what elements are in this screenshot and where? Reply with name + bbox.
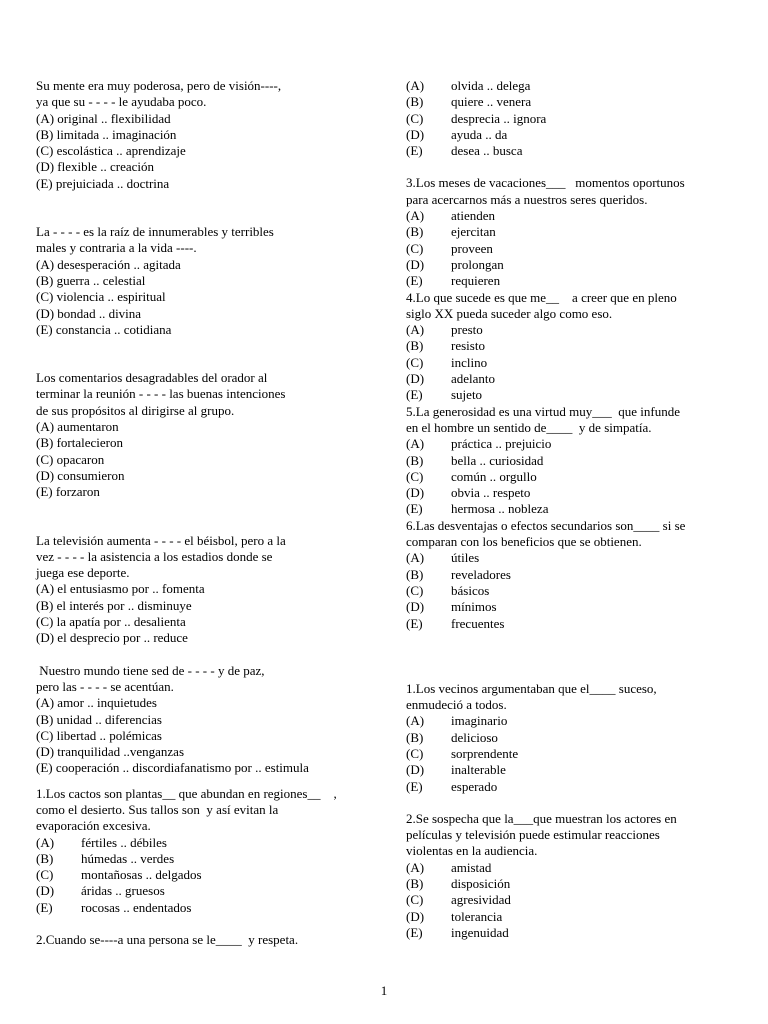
answer-option xyxy=(406,469,736,485)
answer-option xyxy=(406,599,736,615)
answer-option xyxy=(406,143,736,159)
question-line: (A) original .. flexibilidad xyxy=(36,110,171,126)
question-block xyxy=(406,175,736,289)
page-number: 1 xyxy=(380,983,388,998)
option-text: bella .. curiosidad xyxy=(451,452,544,468)
answer-option xyxy=(406,730,736,746)
option-letter: (C) xyxy=(406,745,424,761)
option-text: común .. orgullo xyxy=(451,468,537,484)
answer-option xyxy=(406,111,736,127)
option-letter: (B) xyxy=(406,729,424,745)
answer-option xyxy=(406,371,736,387)
question-line: Los comentarios desagradables del orador al xyxy=(36,370,268,386)
question-line: (C) violencia .. espiritual xyxy=(36,289,166,305)
option-text: sorprendente xyxy=(451,745,519,761)
question-block xyxy=(406,681,736,795)
question-line: películas y televisión puede estimular reacciones xyxy=(406,827,660,843)
option-text: montañosas .. delgados xyxy=(81,867,202,883)
option-text: útiles xyxy=(451,550,480,566)
answer-option xyxy=(406,127,736,143)
question-block xyxy=(406,518,736,632)
option-letter: (D) xyxy=(406,762,425,778)
question-line: (D) tranquilidad ..venganzas xyxy=(36,744,185,760)
question-line: siglo XX pueda suceder algo como eso. xyxy=(406,305,613,321)
question-line: (D) el desprecio por .. reduce xyxy=(36,630,188,646)
option-text: inalterable xyxy=(451,762,506,778)
question-block xyxy=(36,533,381,647)
option-letter: (A) xyxy=(36,834,55,850)
option-letter: (A) xyxy=(406,713,425,729)
answer-option xyxy=(406,273,736,289)
option-letter: (C) xyxy=(406,468,424,484)
question-line: (E) prejuiciada .. doctrina xyxy=(36,175,170,191)
option-text: inclino xyxy=(451,354,488,370)
question-line: (E) forzaron xyxy=(36,484,100,500)
question-block xyxy=(36,224,381,338)
question-line: 1.Los vecinos argumentaban que el____ suceso, xyxy=(406,680,657,696)
question-line: 5.La generosidad es una virtud muy___ que infunde xyxy=(406,403,681,419)
question-line: de sus propósitos al dirigirse al grupo. xyxy=(36,402,235,418)
option-text: agresividad xyxy=(451,892,511,908)
question-line: (B) guerra .. celestial xyxy=(36,272,146,288)
answer-option xyxy=(406,257,736,273)
question-line: evaporación excesiva. xyxy=(36,818,151,834)
option-letter: (B) xyxy=(406,94,424,110)
option-letter: (B) xyxy=(406,876,424,892)
question-line: La - - - - es la raíz de innumerables y terribles xyxy=(36,224,274,240)
option-text: fértiles .. débiles xyxy=(81,834,167,850)
question-block xyxy=(36,78,381,192)
option-text: resisto xyxy=(451,338,485,354)
question-line: (D) consumieron xyxy=(36,467,125,483)
answer-option xyxy=(406,713,736,729)
option-letter: (B) xyxy=(406,224,424,240)
question-line: males y contraria a la vida ----. xyxy=(36,240,197,256)
option-letter: (D) xyxy=(36,883,55,899)
option-letter: (C) xyxy=(406,110,424,126)
option-letter: (D) xyxy=(406,371,425,387)
question-line: violentas en la audiencia. xyxy=(406,843,538,859)
option-letter: (E) xyxy=(406,615,423,631)
option-text: desea .. busca xyxy=(451,143,523,159)
option-text: rocosas .. endentados xyxy=(81,899,192,915)
question-line: 2.Se sospecha que la___que muestran los actores en xyxy=(406,810,677,826)
option-letter: (C) xyxy=(36,867,54,883)
question-block xyxy=(406,290,736,404)
option-text: olvida .. delega xyxy=(451,78,531,93)
answer-option xyxy=(36,867,381,883)
option-text: obvia .. respeto xyxy=(451,485,531,501)
option-text: quiere .. venera xyxy=(451,94,532,110)
option-text: mínimos xyxy=(451,599,497,615)
option-text: sujeto xyxy=(451,387,483,403)
question-line: (C) opacaron xyxy=(36,451,105,467)
left-column xyxy=(36,78,381,948)
option-text: ayuda .. da xyxy=(451,126,508,142)
answer-option xyxy=(406,892,736,908)
question-line: 4.Lo que sucede es que me__ a creer que en pleno xyxy=(406,289,677,305)
answer-option xyxy=(406,746,736,762)
question-block xyxy=(36,786,381,916)
option-letter: (B) xyxy=(406,452,424,468)
option-text: básicos xyxy=(451,582,490,598)
option-letter: (D) xyxy=(406,599,425,615)
answer-option xyxy=(406,616,736,632)
option-letter: (E) xyxy=(406,387,423,403)
question-line: La televisión aumenta - - - - el béisbol, pero a la xyxy=(36,532,286,548)
answer-option xyxy=(406,436,736,452)
question-line: terminar la reunión - - - - las buenas intenciones xyxy=(36,386,286,402)
answer-option xyxy=(406,485,736,501)
option-letter: (A) xyxy=(406,859,425,875)
option-letter: (A) xyxy=(406,436,425,452)
option-text: frecuentes xyxy=(451,615,505,631)
question-line: 1.Los cactos son plantas__ que abundan en regiones__ , xyxy=(36,785,337,801)
option-letter: (E) xyxy=(406,501,423,517)
question-line: 3.Los meses de vacaciones___ momentos oportunos xyxy=(406,175,685,191)
question-block xyxy=(406,78,736,159)
option-text: reveladores xyxy=(451,566,511,582)
question-line: (D) bondad .. divina xyxy=(36,305,142,321)
answer-option xyxy=(406,550,736,566)
answer-option xyxy=(406,78,736,94)
answer-option xyxy=(406,925,736,941)
question-line: (A) desesperación .. agitada xyxy=(36,256,181,272)
answer-option xyxy=(406,387,736,403)
option-text: desprecia .. ignora xyxy=(451,110,547,126)
question-line: (C) la apatía por .. desalienta xyxy=(36,614,186,630)
option-letter: (C) xyxy=(406,892,424,908)
question-line: 6.Las desventajas o efectos secundarios son____ si se xyxy=(406,517,686,533)
question-line: ya que su - - - - le ayudaba poco. xyxy=(36,94,207,110)
answer-option xyxy=(406,909,736,925)
question-line: vez - - - - la asistencia a los estadios donde se xyxy=(36,548,273,564)
option-text: ejercitan xyxy=(451,224,496,240)
question-line: (E) constancia .. cotidiana xyxy=(36,321,172,337)
option-text: adelanto xyxy=(451,371,496,387)
answer-option xyxy=(406,583,736,599)
option-letter: (A) xyxy=(406,550,425,566)
answer-option xyxy=(406,860,736,876)
option-letter: (D) xyxy=(406,256,425,272)
answer-option xyxy=(36,835,381,851)
question-line: (B) el interés por .. disminuye xyxy=(36,597,192,613)
question-line: (D) flexible .. creación xyxy=(36,159,155,175)
question-line: Nuestro mundo tiene sed de - - - - y de paz, xyxy=(36,662,265,678)
question-line: Su mente era muy poderosa, pero de visión----, xyxy=(36,78,282,93)
question-line: (E) cooperación .. discordiafanatismo por .. estimula xyxy=(36,760,309,776)
answer-option xyxy=(406,567,736,583)
option-text: hermosa .. nobleza xyxy=(451,501,549,517)
answer-option xyxy=(406,453,736,469)
option-text: esperado xyxy=(451,778,498,794)
question-line: (C) escolástica .. aprendizaje xyxy=(36,143,186,159)
question-line: enmudeció a todos. xyxy=(406,697,507,713)
answer-option xyxy=(36,851,381,867)
answer-option xyxy=(406,94,736,110)
question-line: 2.Cuando se----a una persona se le____ y respeta. xyxy=(36,932,299,948)
answer-option xyxy=(406,241,736,257)
option-text: imaginario xyxy=(451,713,508,729)
question-line: comparan con los beneficios que se obtienen. xyxy=(406,534,642,550)
option-text: tolerancia xyxy=(451,908,503,924)
option-letter: (E) xyxy=(406,143,423,159)
option-text: atienden xyxy=(451,208,496,224)
option-text: disposición xyxy=(451,876,511,892)
question-line: (C) libertad .. polémicas xyxy=(36,727,162,743)
answer-option xyxy=(406,338,736,354)
option-letter: (C) xyxy=(406,240,424,256)
answer-option xyxy=(406,208,736,224)
question-block xyxy=(406,404,736,518)
option-letter: (E) xyxy=(406,778,423,794)
question-block xyxy=(406,811,736,941)
option-letter: (A) xyxy=(406,208,425,224)
answer-option xyxy=(36,883,381,899)
option-text: prolongan xyxy=(451,256,504,272)
option-letter: (B) xyxy=(406,338,424,354)
question-line: pero las - - - - se acentúan. xyxy=(36,678,174,694)
answer-option xyxy=(406,779,736,795)
right-column xyxy=(406,78,736,941)
question-line: (A) aumentaron xyxy=(36,419,119,435)
option-text: práctica .. prejuicio xyxy=(451,436,552,452)
question-line: (B) unidad .. diferencias xyxy=(36,711,162,727)
answer-option xyxy=(36,900,381,916)
question-line: (A) el entusiasmo por .. fomenta xyxy=(36,581,205,597)
question-line: como el desierto. Sus tallos son y así evitan la xyxy=(36,801,279,817)
option-letter: (E) xyxy=(406,924,423,940)
option-letter: (E) xyxy=(36,899,53,915)
option-letter: (D) xyxy=(406,485,425,501)
question-line: en el hombre un sentido de____ y de simpatía. xyxy=(406,419,652,435)
option-text: proveen xyxy=(451,240,493,256)
answer-option xyxy=(406,322,736,338)
option-letter: (E) xyxy=(406,273,423,289)
question-block xyxy=(36,663,381,777)
option-text: áridas .. gruesos xyxy=(81,883,165,899)
question-line: (A) amor .. inquietudes xyxy=(36,695,157,711)
answer-option xyxy=(406,762,736,778)
answer-option xyxy=(406,876,736,892)
option-letter: (A) xyxy=(406,322,425,338)
option-letter: (D) xyxy=(406,908,425,924)
option-letter: (A) xyxy=(406,78,425,93)
answer-option xyxy=(406,355,736,371)
question-line: (B) limitada .. imaginación xyxy=(36,126,177,142)
option-letter: (B) xyxy=(36,850,54,866)
option-letter: (C) xyxy=(406,354,424,370)
question-line: (B) fortalecieron xyxy=(36,435,123,451)
question-block xyxy=(36,932,381,948)
option-text: delicioso xyxy=(451,729,498,745)
option-letter: (B) xyxy=(406,566,424,582)
question-line: juega ese deporte. xyxy=(36,565,130,581)
option-text: presto xyxy=(451,322,483,338)
question-block xyxy=(36,370,381,500)
option-text: amistad xyxy=(451,859,492,875)
answer-option xyxy=(406,224,736,240)
option-letter: (C) xyxy=(406,582,424,598)
question-line: para acercarnos más a nuestros seres queridos. xyxy=(406,191,648,207)
answer-option xyxy=(406,501,736,517)
option-text: húmedas .. verdes xyxy=(81,850,175,866)
option-letter: (D) xyxy=(406,126,425,142)
option-text: ingenuidad xyxy=(451,924,509,940)
option-text: requieren xyxy=(451,273,501,289)
